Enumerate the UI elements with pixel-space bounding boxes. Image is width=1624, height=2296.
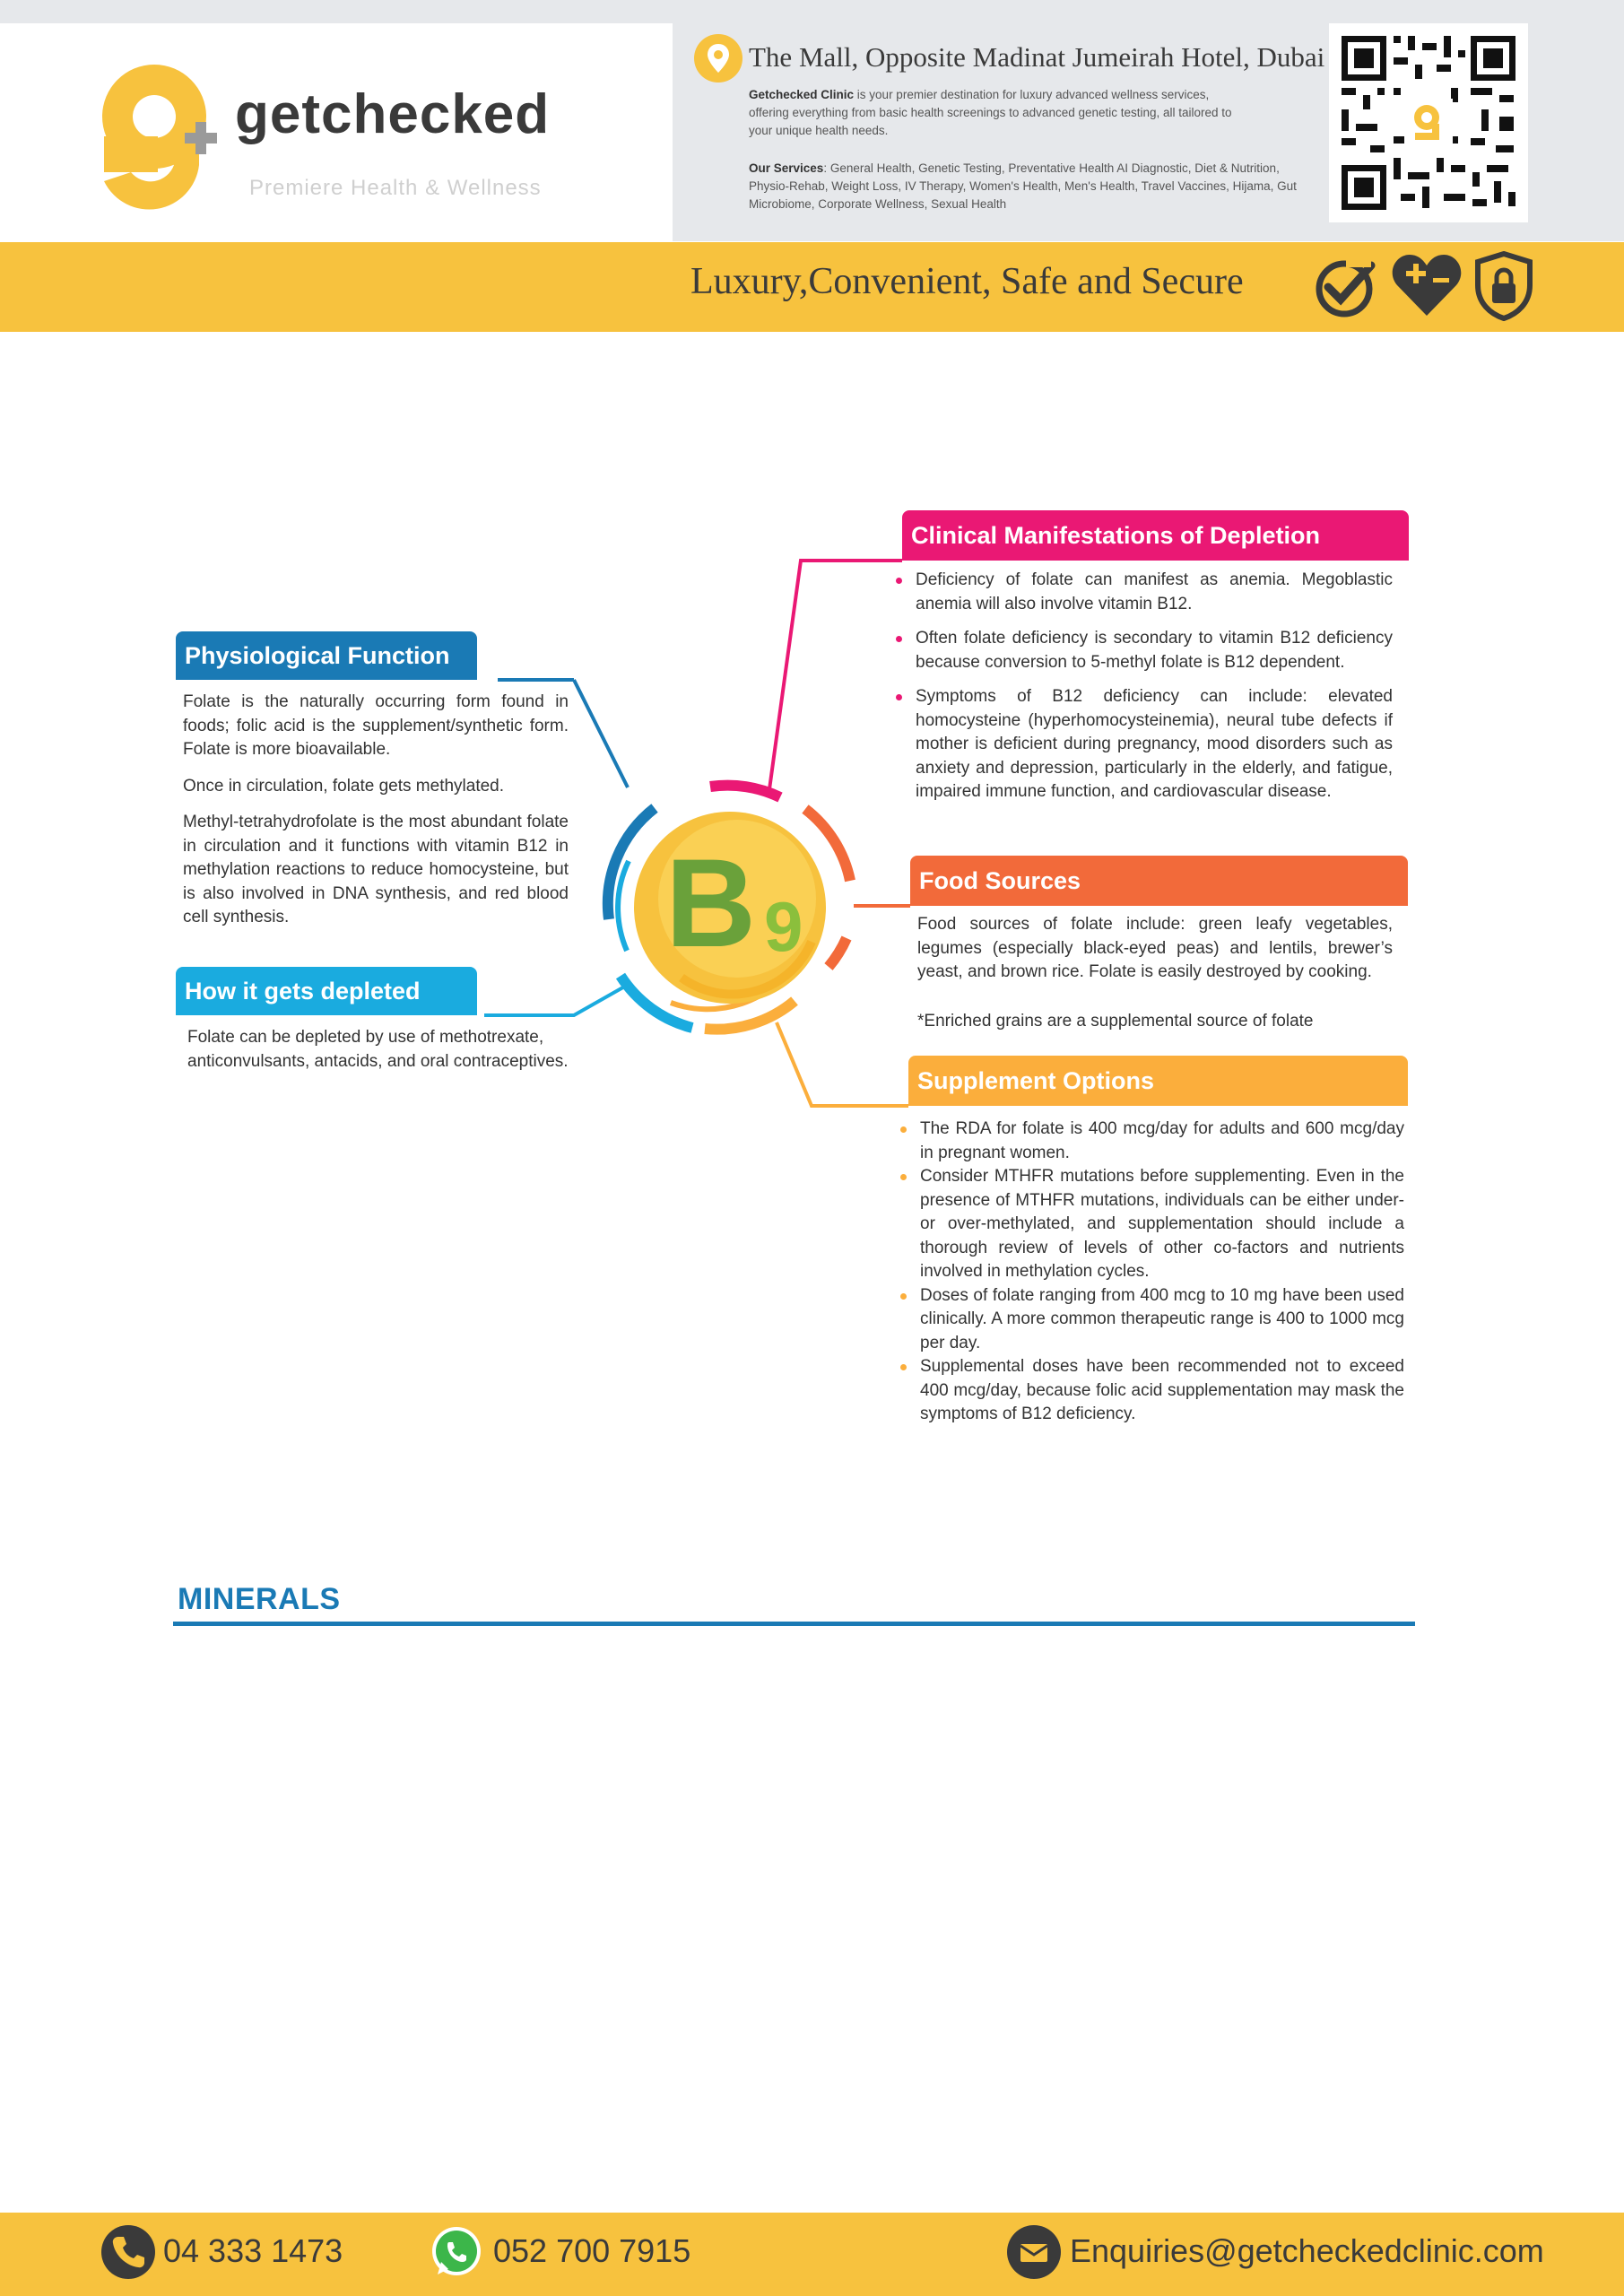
description-text: is your premier destination for luxury advanced wellness services, offering everything from basic health screenings to advanced genetic testing, all tailored to your unique health needs. <box>749 88 1232 137</box>
services-text: : General Health, Genetic Testing, Preventative Health AI Diagnostic, Diet & Nutrition, Physio-Rehab, Weight Loss, IV Therapy, Women's Health, Men's Health, Travel Vaccines, Hijama, Gut Microbiome, Corporate Wellness, Sexual Health <box>749 161 1297 211</box>
clinic-address: The Mall, Opposite Madinat Jumeirah Hotel, Dubai <box>749 41 1325 73</box>
list-item: Supplemental doses have been recommended not to exceed 400 mcg/day, because folic acid supplementation may mask the symptoms of B12 deficiency. <box>920 1355 1404 1427</box>
supplement-options-title: Supplement Options <box>908 1056 1408 1106</box>
supplement-options-list <box>920 1118 1404 1427</box>
food-sources-note: *Enriched grains are a supplemental source of folate <box>917 1011 1314 1031</box>
brand-tagline: Premiere Health & Wellness <box>249 176 542 200</box>
depletion-title: How it gets depleted <box>176 967 477 1015</box>
phone-icon <box>100 2224 156 2280</box>
description-bold: Getchecked Clinic <box>749 88 855 101</box>
list-item: Symptoms of B12 deficiency can include: elevated homocysteine (hyperhomocysteinemia), neural tube defects if mother is deficient during pregnancy, mood disorders such as anxiety and depression, particularly in the elderly, and fatigue, impaired immune function, and cardiovascular disease. <box>916 685 1393 804</box>
depletion-text: Folate can be depleted by use of methotrexate, anticonvulsants, antacids, and oral contraceptives. <box>187 1028 569 1071</box>
list-item: Often folate deficiency is secondary to vitamin B12 deficiency because conversion to 5-methyl folate is B12 dependent. <box>916 627 1393 674</box>
food-sources-paragraph: Food sources of folate include: green leafy vegetables, legumes (especially black-eyed peas) and lentils, brewer’s yeast, and brown rice. Folate is easily destroyed by cooking. <box>917 915 1393 981</box>
physiological-p1: Folate is the naturally occurring form found in foods; folic acid is the supplement/synthetic form. Folate is more bioavailable. <box>183 692 569 759</box>
minerals-heading: MINERALS <box>178 1582 341 1616</box>
minerals-divider <box>173 1622 1415 1626</box>
email-icon <box>1006 2224 1062 2280</box>
whatsapp-icon <box>429 2224 484 2280</box>
list-item: Doses of folate ranging from 400 mcg to 10 mg have been used clinically. A more common therapeutic range is 400 to 1000 mcg per day. <box>920 1284 1404 1356</box>
food-sources-text <box>917 913 1393 1046</box>
clinical-manifestations-list <box>916 569 1393 815</box>
slogan-text: Luxury,Convenient, Safe and Secure <box>690 261 1244 302</box>
physiological-function-title: Physiological Function <box>176 631 477 680</box>
physiological-p2: Once in circulation, folate gets methylated. <box>183 776 505 796</box>
physiological-p3: Methyl-tetrahydrofolate is the most abundant folate in circulation and it functions with vitamin B12 in methylation reactions to reduce homocysteine, but is also involved in DNA synthesis, and red blood cell synthesis. <box>183 813 569 926</box>
brand-name: getchecked <box>235 83 551 145</box>
services-bold: Our Services <box>749 161 824 175</box>
physiological-function-text <box>183 691 569 943</box>
food-sources-title: Food Sources <box>910 856 1408 906</box>
list-item: Deficiency of folate can manifest as anemia. Megoblastic anemia will also involve vitamin B12. <box>916 569 1393 616</box>
footer-email[interactable]: Enquiries@getcheckedclinic.com <box>1070 2232 1544 2269</box>
b9-number: 9 <box>764 887 803 966</box>
clinical-manifestations-title: Clinical Manifestations of Depletion <box>902 510 1409 561</box>
footer-phone[interactable]: 04 333 1473 <box>163 2232 343 2269</box>
b9-letter: B <box>665 832 757 973</box>
list-item: The RDA for folate is 400 mcg/day for adults and 600 mcg/day in pregnant women. <box>920 1118 1404 1165</box>
list-item: Consider MTHFR mutations before supplementing. Even in the presence of MTHFR mutations, individuals can be either under- or over-methylated, and supplementation should include a thorough review of levels of other co-factors and nutrients involved in methylation cycles. <box>920 1165 1404 1284</box>
footer-whatsapp[interactable]: 052 700 7915 <box>493 2232 691 2269</box>
